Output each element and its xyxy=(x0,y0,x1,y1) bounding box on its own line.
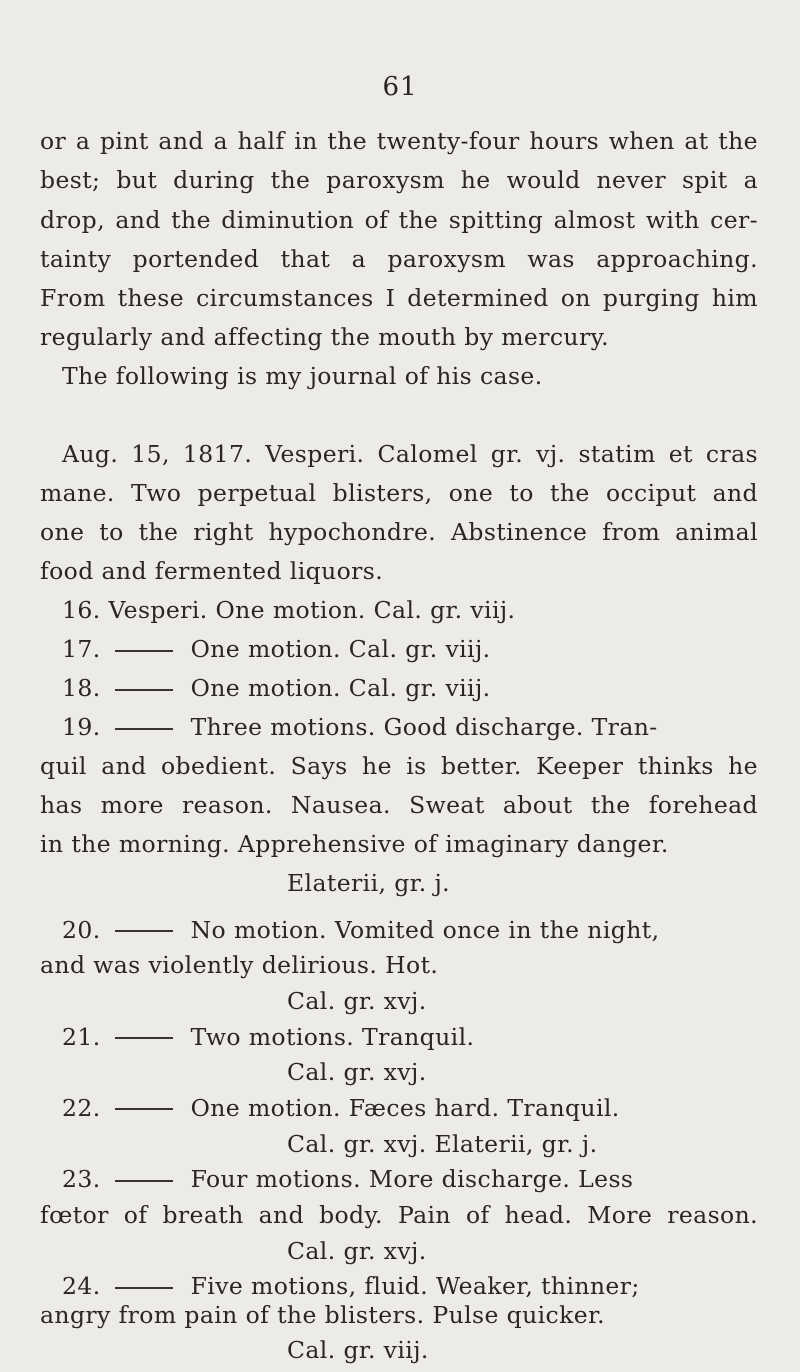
text-line: fœtor of breath and body. Pain of head. More reason. xyxy=(40,1201,758,1230)
ditto-dash xyxy=(115,689,173,691)
text-line: quil and obedient. Says he is better. Keeper thinks he xyxy=(40,752,758,780)
entry-date: 22. xyxy=(62,1093,101,1122)
text-line: The following is my journal of his case. xyxy=(62,362,543,390)
ditto-dash xyxy=(115,930,173,932)
text-line: mane. Two perpetual blisters, one to the occiput and xyxy=(40,479,758,507)
entry-text: Vesperi. One motion. Cal. gr. viij. xyxy=(108,596,516,624)
text-line: food and fermented liquors. xyxy=(40,557,384,585)
journal-entry xyxy=(62,635,491,663)
text-line: or a pint and a half in the twenty-four hours when at the xyxy=(40,127,758,155)
text-line: and was violently delirious. Hot. xyxy=(40,951,439,980)
entry-date: 21. xyxy=(62,1022,101,1051)
prescription: Cal. gr. xvj. xyxy=(287,1058,427,1087)
prescription: Cal. gr. xvj. xyxy=(287,986,427,1015)
prescription: Cal. gr. xvj. Elaterii, gr. j. xyxy=(287,1129,598,1158)
page-number: 61 xyxy=(382,72,418,102)
entry-text: One motion. Cal. gr. viij. xyxy=(190,635,491,663)
entry-date: 20. xyxy=(62,915,101,944)
ditto-dash xyxy=(115,650,173,652)
ditto-dash xyxy=(115,1287,173,1289)
text-line: angry from pain of the blisters. Pulse quicker. xyxy=(40,1300,605,1329)
entry-date: 17. xyxy=(62,635,101,663)
entry-date: 24. xyxy=(62,1272,101,1301)
ditto-dash xyxy=(115,728,173,730)
journal-entry xyxy=(62,596,515,624)
journal-entry xyxy=(62,1165,633,1193)
entry-text: Four motions. More discharge. Less xyxy=(190,1165,634,1194)
entry-date: 18. xyxy=(62,674,101,702)
journal-entry xyxy=(62,1094,620,1122)
journal-entry xyxy=(62,674,491,702)
entry-date: 23. xyxy=(62,1165,101,1194)
text-line: From these circumstances I determined on purging him xyxy=(40,284,758,312)
ditto-dash xyxy=(115,1180,173,1182)
ditto-dash xyxy=(115,1108,173,1110)
text-line: one to the right hypochondre. Abstinence from animal xyxy=(40,518,758,546)
journal-entry xyxy=(62,713,658,741)
text-line: Aug. 15, 1817. Vesperi. Calomel gr. vj. statim et cras xyxy=(62,440,758,468)
journal-entry xyxy=(62,1272,640,1300)
text-line: best; but during the paroxysm he would never spit a xyxy=(40,166,758,194)
entry-text: Five motions, fluid. Weaker, thinner; xyxy=(190,1272,640,1301)
ditto-dash xyxy=(115,1037,173,1039)
journal-entry xyxy=(62,1023,474,1051)
journal-entry xyxy=(62,916,659,944)
entry-text: Two motions. Tranquil. xyxy=(190,1022,475,1051)
entry-text: No motion. Vomited once in the night, xyxy=(190,915,660,944)
prescription: Elaterii, gr. j. xyxy=(287,869,451,897)
entry-text: One motion. Cal. gr. viij. xyxy=(190,674,491,702)
text-line: in the morning. Apprehensive of imaginary danger. xyxy=(40,830,669,858)
entry-date: 16. xyxy=(62,596,101,624)
prescription: Cal. gr. viij. xyxy=(287,1336,429,1365)
entry-date: 19. xyxy=(62,713,101,741)
prescription: Cal. gr. xvj. xyxy=(287,1236,427,1265)
text-line: drop, and the diminution of the spitting almost with cer- xyxy=(40,206,758,234)
entry-text: Three motions. Good discharge. Tran- xyxy=(190,713,658,741)
text-line: regularly and affecting the mouth by mercury. xyxy=(40,323,610,351)
text-line: has more reason. Nausea. Sweat about the forehead xyxy=(40,791,758,819)
text-line: tainty portended that a paroxysm was approaching. xyxy=(40,245,758,273)
entry-text: One motion. Fæces hard. Tranquil. xyxy=(190,1093,620,1122)
